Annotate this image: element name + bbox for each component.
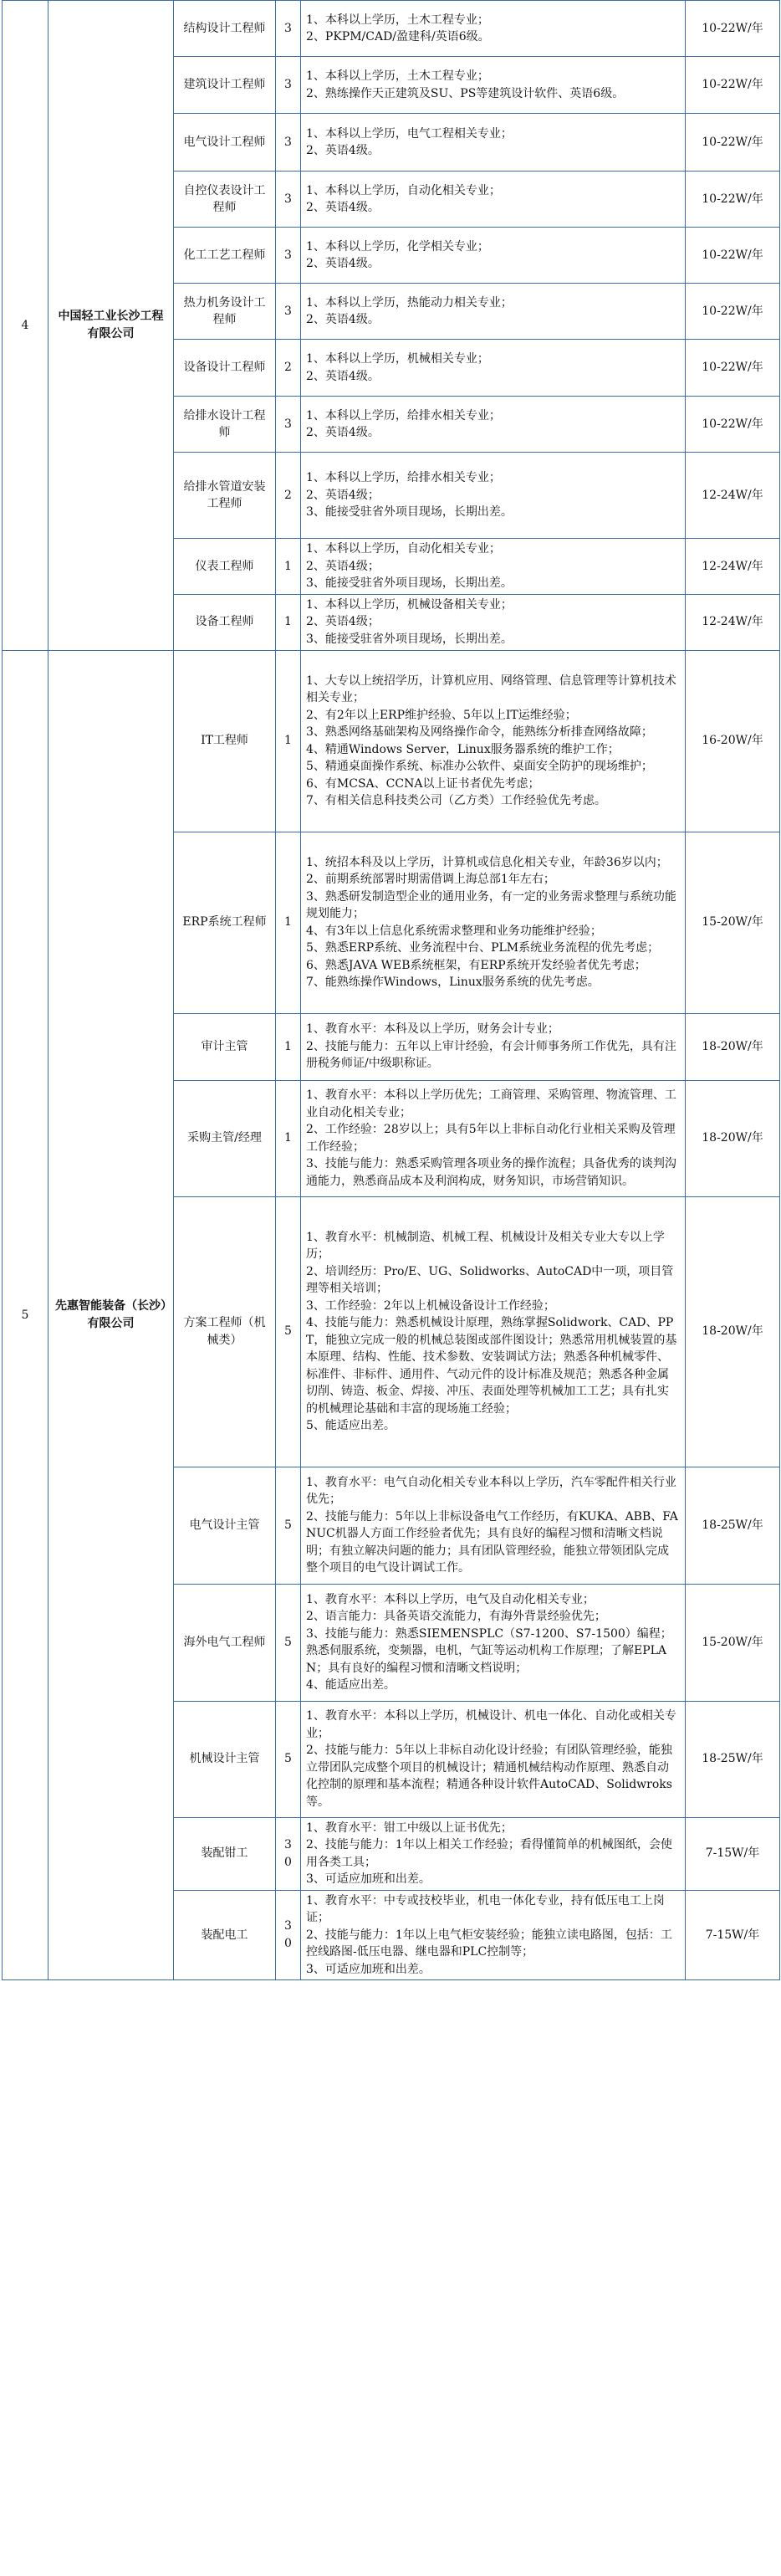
requirement-line: 2、语言能力：具备英语交流能力，有海外背景经验优先； — [306, 1610, 606, 1623]
requirement-line: 2、英语4级； — [306, 488, 380, 502]
requirements — [301, 284, 686, 340]
requirement-line: 2、PKPM/CAD/盈建科/英语6级。 — [306, 30, 490, 44]
recruitment-table — [2, 0, 780, 1980]
requirement-line: 3、工作经验：2年以上机械设备设计工作经验； — [306, 1298, 555, 1313]
requirement-line: 2、英语4级。 — [306, 257, 380, 270]
requirement-line: 2、英语4级。 — [306, 369, 380, 383]
requirement-line: 1、本科以上学历，自动化相关专业； — [306, 183, 501, 197]
position-title: 电气设计主管 — [174, 1467, 276, 1584]
company-index: 4 — [3, 1, 48, 651]
salary: 10-22W/年 — [686, 172, 780, 228]
headcount: 3 — [276, 397, 301, 453]
requirement-line: 2、前期系统部署时期需借调上海总部1年左右； — [306, 873, 555, 886]
requirement-line: 1、教育水平：机械制造、机械工程、机械设计及相关专业大专以上学历； — [306, 1230, 665, 1261]
requirement-line: 1、大专以上统招学历，计算机应用、网络管理、信息管理等计算机技术相关专业； — [306, 673, 676, 704]
salary: 10-22W/年 — [686, 228, 780, 284]
position-title: IT工程师 — [174, 650, 276, 832]
requirement-line: 1、统招本科及以上学历，计算机或信息化相关专业，年龄36岁以内； — [306, 855, 668, 869]
requirement-line: 2、英语4级。 — [306, 313, 380, 326]
requirement-line: 4、能适应出差。 — [306, 1678, 396, 1692]
requirements — [301, 57, 686, 114]
requirement-line: 2、英语4级； — [306, 559, 380, 573]
requirements — [301, 1817, 686, 1890]
headcount: 1 — [276, 832, 301, 1013]
salary: 12-24W/年 — [686, 594, 780, 650]
company-name: 先惠智能装备（长沙）有限公司 — [48, 650, 174, 1980]
requirement-line: 2、培训经历：Pro/E、UG、Solidworks、AutoCAD中一项，项目管理等相关培训； — [306, 1264, 674, 1295]
headcount: 3 — [276, 57, 301, 114]
requirement-line: 1、教育水平：本科以上学历，电气及自动化相关专业； — [306, 1592, 595, 1606]
requirement-line: 6、有MCSA、CCNA以上证书者优先考虑； — [306, 776, 540, 791]
requirement-line: 5、精通桌面操作系统、标准办公软件、桌面安全防护的现场维护； — [306, 760, 653, 773]
requirements — [301, 340, 686, 397]
requirement-line: 2、有2年以上ERP维护经验、5年以上IT运维经验； — [306, 708, 577, 722]
salary: 12-24W/年 — [686, 539, 780, 595]
requirements — [301, 1701, 686, 1817]
position-title: 方案工程师（机械类） — [174, 1196, 276, 1467]
headcount: 3 — [276, 1, 301, 57]
requirement-line: 2、英语4级。 — [306, 426, 380, 439]
requirement-line: 2、英语4级。 — [306, 201, 380, 214]
headcount: 5 — [276, 1196, 301, 1467]
position-title: 给排水设计工程师 — [174, 397, 276, 453]
requirements — [301, 228, 686, 284]
salary: 10-22W/年 — [686, 1, 780, 57]
position-title: 仪表工程师 — [174, 539, 276, 595]
requirements — [301, 539, 686, 595]
requirement-line: 1、教育水平：本科以上学历，机械设计、机电一体化、自动化或相关专业； — [306, 1709, 676, 1740]
headcount: 1 — [276, 1080, 301, 1196]
requirements — [301, 453, 686, 539]
requirement-line: 2、技能与能力：5年以上非标自动化设计经验；有团队管理经验，能独立带团队完成整个项目的机械设计；精通机械结构动作原理、熟悉自动化控制的原理和基本流程；精通各种设计软件AutoCAD、Solidwroks等。 — [306, 1744, 672, 1809]
headcount: 2 — [276, 340, 301, 397]
requirements — [301, 172, 686, 228]
position-title: 化工工艺工程师 — [174, 228, 276, 284]
salary: 10-22W/年 — [686, 397, 780, 453]
headcount: 3 — [276, 284, 301, 340]
requirement-line: 3、熟悉网络基础架构及网络操作命令，能熟练分析排查网络故障； — [306, 725, 653, 739]
salary: 7-15W/年 — [686, 1890, 780, 1980]
requirements — [301, 594, 686, 650]
requirement-line: 1、本科以上学历，给排水相关专业； — [306, 471, 501, 485]
requirement-line: 1、本科以上学历，化学相关专业； — [306, 239, 489, 254]
requirements — [301, 1013, 686, 1080]
position-title: 建筑设计工程师 — [174, 57, 276, 114]
salary: 10-22W/年 — [686, 284, 780, 340]
requirement-line: 1、教育水平：电气自动化相关专业本科以上学历，汽车零配件相关行业优先； — [306, 1475, 676, 1506]
headcount: 3 — [276, 172, 301, 228]
headcount: 5 — [276, 1701, 301, 1817]
requirement-line: 2、技能与能力：5年以上非标设备电气工作经历，有KUKA、ABB、FANUC机器人方面工作经验者优先；具有良好的编程习惯和清晰文档说明；有独立解决问题的能力；具有团队管理经验，能独立带领团队完成整个项目的电气设计调试工作。 — [306, 1509, 678, 1575]
table-row — [3, 1, 780, 57]
salary: 16-20W/年 — [686, 650, 780, 832]
position-title: 海外电气工程师 — [174, 1584, 276, 1701]
requirement-line: 1、教育水平：本科及以上学历，财务会计专业； — [306, 1022, 559, 1037]
requirements — [301, 1080, 686, 1196]
requirement-line: 1、本科以上学历，土木工程专业； — [306, 69, 489, 83]
requirements — [301, 1196, 686, 1467]
requirements — [301, 832, 686, 1013]
requirement-line: 1、教育水平：钳工中级以上证书优先； — [306, 1821, 513, 1835]
requirement-line: 1、本科以上学历，机械设备相关专业； — [306, 597, 513, 612]
headcount: 30 — [276, 1817, 301, 1890]
requirement-line: 4、有3年以上信息化系统需求整理和业务功能维护经验； — [306, 924, 602, 938]
salary: 15-20W/年 — [686, 832, 780, 1013]
position-title: 审计主管 — [174, 1013, 276, 1080]
requirements — [301, 1467, 686, 1584]
headcount: 1 — [276, 594, 301, 650]
requirement-line: 1、本科以上学历，热能动力相关专业； — [306, 295, 513, 310]
position-title: 装配电工 — [174, 1890, 276, 1980]
position-title: 采购主管/经理 — [174, 1080, 276, 1196]
requirements — [301, 650, 686, 832]
requirement-line: 3、技能与能力：熟悉SIEMENSPLC（S7-1200、S7-1500）编程；熟悉伺服系统，变频器，电机，气缸等运动机构工作原理；了解EPLAN；具有良好的编程习惯和清晰文档说明； — [306, 1626, 672, 1675]
salary: 15-20W/年 — [686, 1584, 780, 1701]
headcount: 1 — [276, 650, 301, 832]
requirement-line: 5、能适应出差。 — [306, 1419, 396, 1432]
requirement-line: 3、技能与能力：熟悉采购管理各项业务的操作流程；具备优秀的谈判沟通能力，熟悉商品成本及利润构成，财务知识，市场营销知识。 — [306, 1157, 676, 1188]
headcount: 1 — [276, 1013, 301, 1080]
position-title: ERP系统工程师 — [174, 832, 276, 1013]
table-body — [3, 1, 780, 1980]
headcount: 2 — [276, 453, 301, 539]
requirement-line: 4、技能与能力：熟悉机械设计原理，熟练掌握Solidwork、CAD、PPT，能独立完成一般的机械总装图或部件图设计；熟悉常用机械装置的基本原理、结构、性能、技术参数、安装调试方法；熟悉各种机械零件、标准件、非标件、通用件、气动元件的设计标准及规范；熟悉各种金属切削、铸造、板金、焊接、冲压、表面处理等机械加工工艺；具有扎实的机械理论基础和丰富的现场施工经验； — [306, 1316, 677, 1416]
salary: 7-15W/年 — [686, 1817, 780, 1890]
requirement-line: 1、本科以上学历，电气工程相关专业； — [306, 126, 513, 141]
salary: 18-20W/年 — [686, 1013, 780, 1080]
requirement-line: 1、本科以上学历，自动化相关专业； — [306, 542, 501, 556]
requirement-line: 1、教育水平：本科以上学历优先；工商管理、采购管理、物流管理、工业自动化相关专业； — [306, 1088, 676, 1119]
requirement-line: 3、熟悉研发制造型企业的通用业务，有一定的业务需求整理与系统功能规划能力； — [306, 889, 676, 920]
requirement-line: 3、能接受驻省外项目现场，长期出差。 — [306, 505, 513, 520]
position-title: 电气设计工程师 — [174, 114, 276, 172]
salary: 18-20W/年 — [686, 1080, 780, 1196]
requirement-line: 2、英语4级。 — [306, 144, 380, 157]
salary: 10-22W/年 — [686, 57, 780, 114]
requirement-line: 3、可适应加班和出差。 — [306, 1962, 431, 1976]
requirement-line: 1、本科以上学历，土木工程专业； — [306, 13, 489, 27]
headcount: 1 — [276, 539, 301, 595]
requirement-line: 1、教育水平：中专或技校毕业，机电一体化专业，持有低压电工上岗证； — [306, 1893, 665, 1924]
requirement-line: 2、英语4级； — [306, 615, 380, 629]
headcount: 3 — [276, 114, 301, 172]
requirement-line: 7、能熟练操作Windows，Linux服务系统的优先考虑。 — [306, 976, 600, 989]
company-name: 中国轻工业长沙工程有限公司 — [48, 1, 174, 651]
requirement-line: 1、本科以上学历，给排水相关专业； — [306, 408, 501, 423]
salary: 18-20W/年 — [686, 1196, 780, 1467]
table-row — [3, 650, 780, 832]
position-title: 装配钳工 — [174, 1817, 276, 1890]
headcount: 5 — [276, 1467, 301, 1584]
requirements — [301, 1890, 686, 1980]
requirements — [301, 397, 686, 453]
requirement-line: 6、熟悉JAVA WEB系统框架，有ERP系统开发经验者优先考虑； — [306, 958, 646, 972]
requirement-line: 3、可适应加班和出差。 — [306, 1872, 431, 1886]
requirements — [301, 1, 686, 57]
requirement-line: 2、技能与能力：五年以上审计经验，有会计师事务所工作优先，具有注册税务师证/中级职称证。 — [306, 1039, 676, 1071]
headcount: 30 — [276, 1890, 301, 1980]
salary: 10-22W/年 — [686, 114, 780, 172]
requirement-line: 1、本科以上学历，机械相关专业； — [306, 352, 489, 366]
position-title: 热力机务设计工程师 — [174, 284, 276, 340]
requirement-line: 2、工作经验：28岁以上；具有5年以上非标自动化行业相关采购及管理工作经验； — [306, 1123, 676, 1154]
requirement-line: 2、熟练操作天正建筑及SU、PS等建筑设计软件、英语6级。 — [306, 86, 625, 100]
requirement-line: 2、技能与能力：1年以上电气柜安装经验；能独立读电路图，包括：工控线路图-低压电器、继电器和PLC控制等； — [306, 1928, 672, 1959]
requirement-line: 7、有相关信息科技类公司（乙方类）工作经验优先考虑。 — [306, 794, 606, 807]
requirement-line: 4、精通Windows Server，Linux服务器系统的维护工作； — [306, 742, 620, 756]
headcount: 3 — [276, 228, 301, 284]
headcount: 5 — [276, 1584, 301, 1701]
position-title: 设备工程师 — [174, 594, 276, 650]
salary: 18-25W/年 — [686, 1467, 780, 1584]
requirements — [301, 114, 686, 172]
requirement-line: 5、熟悉ERP系统、业务流程中台、PLM系统业务流程的优先考虑； — [306, 941, 660, 955]
position-title: 机械设计主管 — [174, 1701, 276, 1817]
requirement-line: 3、能接受驻省外项目现场，长期出差。 — [306, 576, 513, 590]
salary: 10-22W/年 — [686, 340, 780, 397]
salary: 18-25W/年 — [686, 1701, 780, 1817]
position-title: 结构设计工程师 — [174, 1, 276, 57]
position-title: 给排水管道安装工程师 — [174, 453, 276, 539]
requirements — [301, 1584, 686, 1701]
requirement-line: 2、技能与能力：1年以上相关工作经验；看得懂简单的机械图纸，会使用各类工具； — [306, 1838, 672, 1869]
company-index: 5 — [3, 650, 48, 1980]
salary: 12-24W/年 — [686, 453, 780, 539]
position-title: 自控仪表设计工程师 — [174, 172, 276, 228]
requirement-line: 3、能接受驻省外项目现场，长期出差。 — [306, 632, 513, 646]
position-title: 设备设计工程师 — [174, 340, 276, 397]
